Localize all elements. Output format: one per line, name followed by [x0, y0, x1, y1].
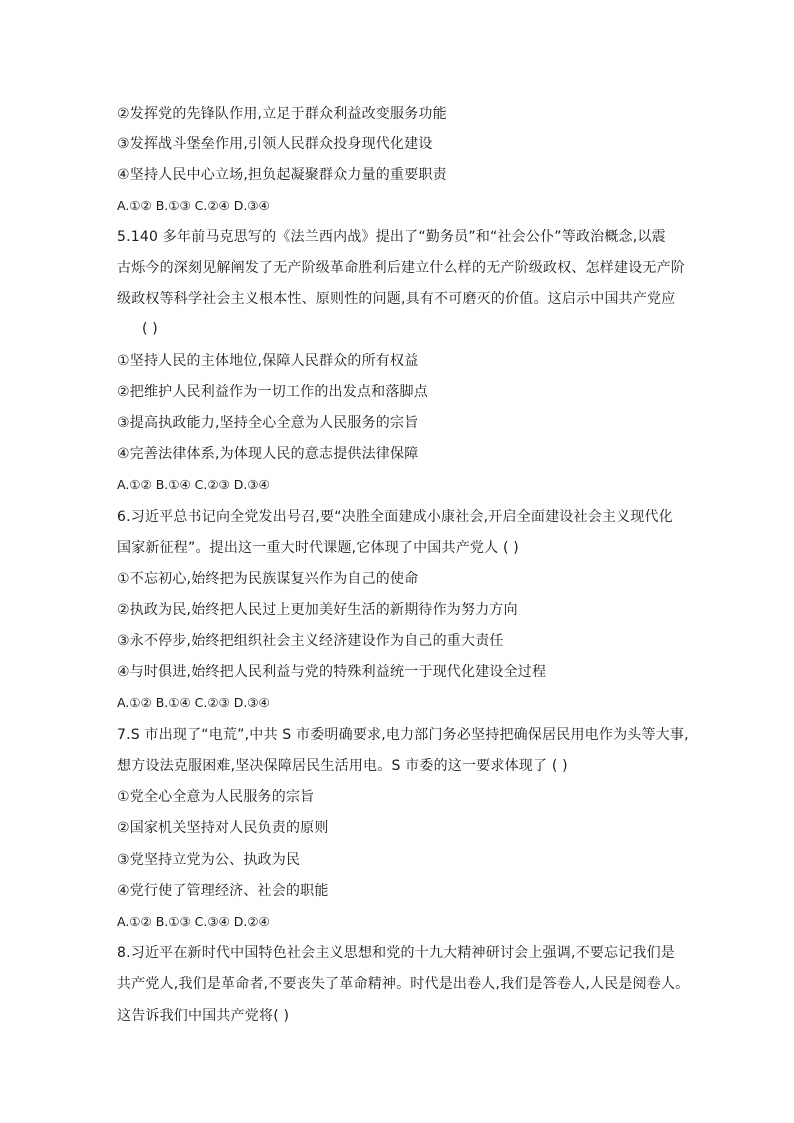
- answer-choices: A.①② B.①④ C.②③ D.③④: [117, 695, 270, 710]
- option-line: ④与时俱进,始终把人民利益与党的特殊利益统一于现代化建设全过程: [117, 664, 547, 680]
- option-line: ③党坚持立党为公、执政为民: [117, 852, 301, 868]
- option-line: ①不忘初心,始终把为民族谋复兴作为自己的使命: [117, 571, 419, 587]
- question-8-text: 这告诉我们中国共产党将( ): [117, 1008, 290, 1024]
- option-line: ④坚持人民中心立场,担负起凝聚群众力量的重要职责: [117, 167, 447, 183]
- option-line: ③发挥战斗堡垒作用,引领人民群众投身现代化建设: [117, 136, 433, 152]
- question-7-text: 想方设法克服困难,坚决保障居民生活用电。S 市委的这一要求体现了 ( ): [117, 758, 568, 774]
- question-7-text: 7.S 市出现了“电荒”,中共 S 市委明确要求,电力部门务必坚持把确保居民用电作为头等大事,: [117, 727, 689, 743]
- option-line: ④完善法律体系,为体现人民的意志提供法律保障: [117, 446, 419, 462]
- option-line: ③提高执政能力,坚持全心全意为人民服务的宗旨: [117, 415, 419, 431]
- answer-choices: A.①② B.①③ C.②④ D.③④: [117, 198, 270, 213]
- option-line: ②执政为民,始终把人民过上更加美好生活的新期待作为努力方向: [117, 602, 518, 618]
- answer-choices: A.①② B.①④ C.②③ D.③④: [117, 477, 270, 492]
- question-6-text: 国家新征程”。提出这一重大时代课题,它体现了中国共产党人 ( ): [117, 540, 519, 556]
- option-line: ④党行使了管理经济、社会的职能: [117, 883, 329, 899]
- answer-choices: A.①② B.①③ C.③④ D.②④: [117, 914, 270, 929]
- question-5-text: 级政权等科学社会主义根本性、原则性的问题,具有不可磨灭的价值。这启示中国共产党应: [117, 291, 676, 307]
- question-5-text: 古烁今的深刻见解阐发了无产阶级革命胜利后建立什么样的无产阶级政权、怎样建设无产阶: [117, 260, 685, 276]
- option-line: ②把维护人民利益作为一切工作的出发点和落脚点: [117, 384, 428, 400]
- option-line: ①党全心全意为人民服务的宗旨: [117, 789, 315, 805]
- question-5-text: 5.140 多年前马克思写的《法兰西内战》提出了“勤务员”和“社会公仆”等政治概念,以震: [117, 229, 666, 245]
- question-8-text: 8.习近平在新时代中国特色社会主义思想和党的十九大精神研讨会上强调,不要忘记我们是: [117, 945, 676, 961]
- answer-blank: ( ): [142, 321, 158, 337]
- option-line: ①坚持人民的主体地位,保障人民群众的所有权益: [117, 353, 419, 369]
- question-6-text: 6.习近平总书记向全党发出号召,要“决胜全面建成小康社会,开启全面建设社会主义现代化: [117, 509, 673, 525]
- option-line: ③永不停步,始终把组织社会主义经济建设作为自己的重大责任: [117, 633, 504, 649]
- question-8-text: 共产党人,我们是革命者,不要丧失了革命精神。时代是出卷人,我们是答卷人,人民是阅卷人。: [117, 976, 690, 992]
- option-line: ②发挥党的先锋队作用,立足于群众利益改变服务功能: [117, 106, 447, 122]
- option-line: ②国家机关坚持对人民负责的原则: [117, 820, 329, 836]
